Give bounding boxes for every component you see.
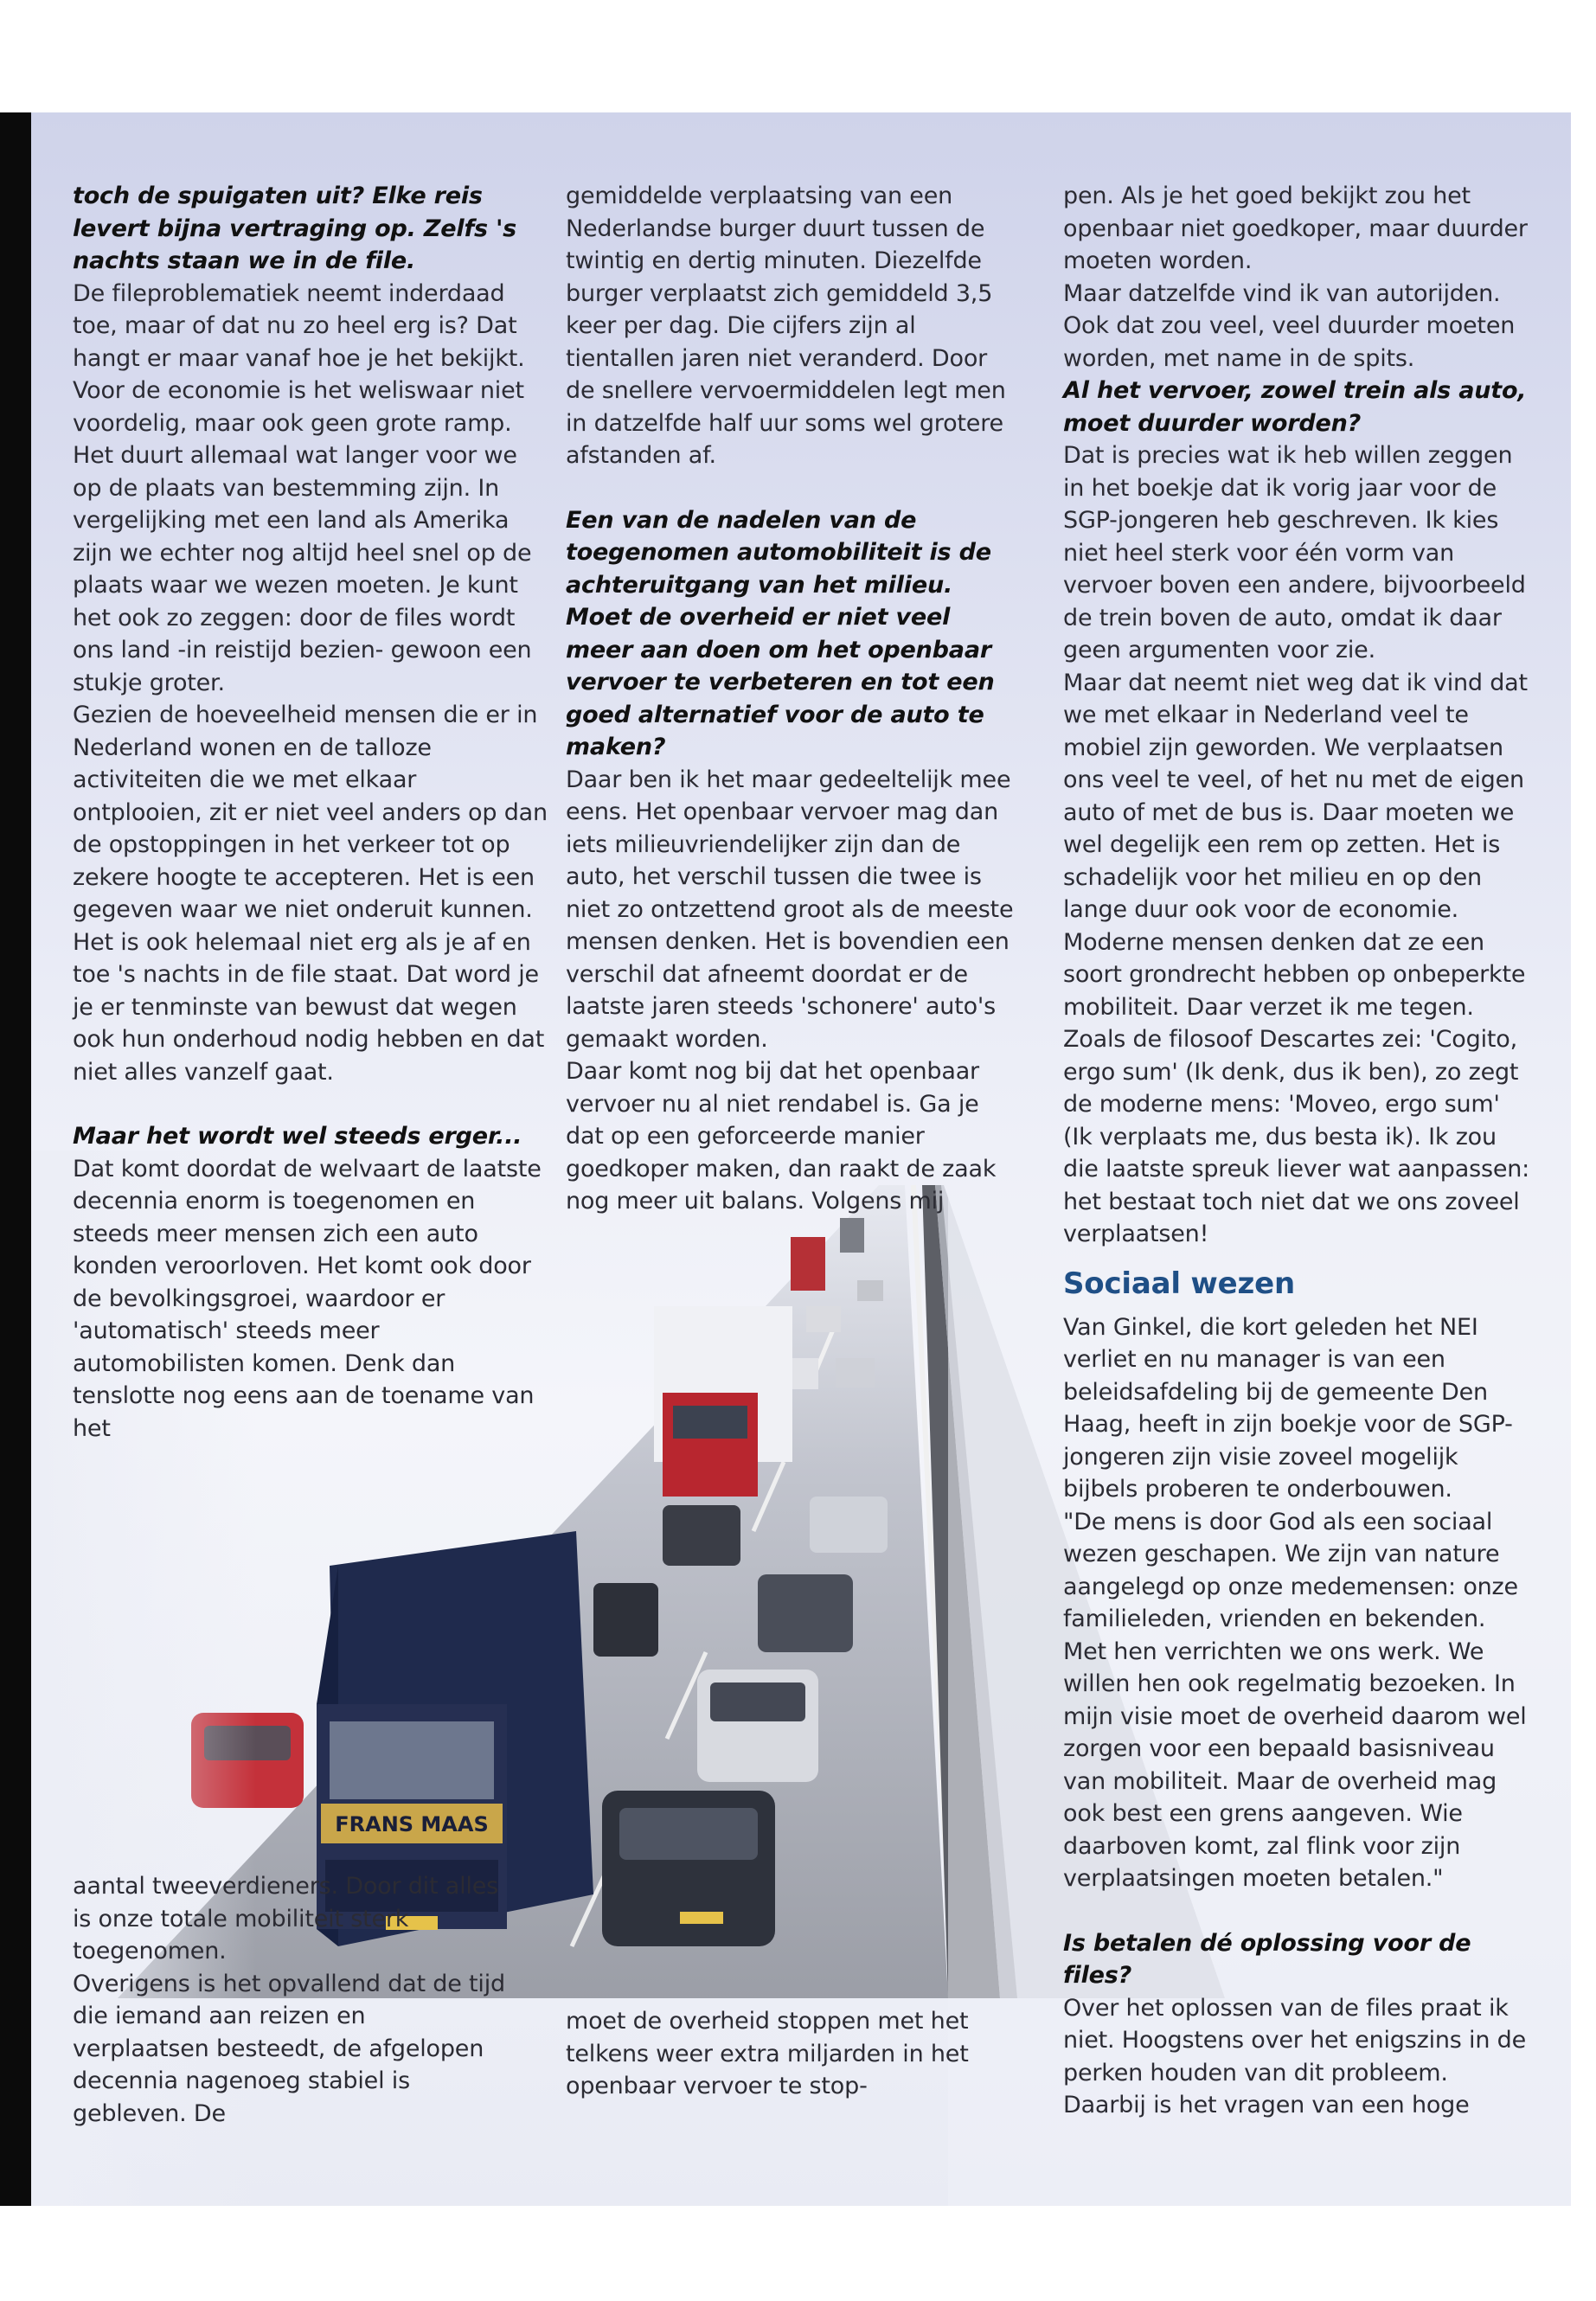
article-column-3 <box>1063 180 1530 2122</box>
paragraph: Dat komt doordat de welvaart de laatste decennia enorm is toegenomen en steeds meer mensen zich een auto konden veroorloven. Het komt ook door de bevolkingsgroei, waardoor er 'automatisch' steeds meer automobilisten komen. Denk dan tenslotte nog eens aan de toename van het <box>73 1155 542 1442</box>
paragraph: Daar ben ik het maar gedeeltelijk mee eens. Het openbaar vervoer mag dan iets milieuvriendelijker zijn dan de auto, het verschil tussen die twee is niet zo ontzettend groot als de meeste mensen denken. Het is bovendien een verschil dat afneemt doordat er de laatste jaren steeds 'schonere' auto's gemaakt worden. <box>566 766 1014 1053</box>
article-column-1 <box>73 180 550 1445</box>
paragraph: "De mens is door God als een sociaal wezen geschapen. We zijn van nature aangelegd op onze medemensen: onze familieleden, vrienden en bekenden. Met hen verrichten we ons werk. We willen hen ook regelmatig bezoeken. In mijn visie moet de overheid daarom wel zorgen voor een bepaald basisniveau van mobiliteit. Maar de overheid mag ook best een grens aangeven. Wie daarboven komt, zal flink voor zijn verplaatsingen moeten betalen." <box>1063 1508 1527 1892</box>
truck-sign: FRANS MAAS <box>335 1812 489 1836</box>
paragraph: De fileproblematiek neemt inderdaad toe, maar of dat nu zo heel erg is? Dat hangt er maar vanaf hoe je het bekijkt. Voor de economie is het weliswaar niet voordelig, maar ook geen grote ramp. Het duurt allemaal wat langer voor we op de plaats van bestemming zijn. In vergelijking met een land als Amerika zijn we echter nog altijd heel snel op de plaats waar we wezen moeten. Je kunt het ook zo zeggen: door de files wordt ons land -in reistijd bezien- gewoon een stukje groter. <box>73 279 532 696</box>
paragraph: Daar komt nog bij dat het openbaar vervoer nu al niet rendabel is. Ga je dat op een geforceerde manier goedkoper maken, dan raakt de zaak nog meer uit balans. Volgens mij <box>566 1058 997 1215</box>
paragraph: Het is ook helemaal niet erg als je af en toe 's nachts in de file staat. Dat word je je er tenminste van bewust dat wegen ook hun onderhoud nodig hebben en dat niet alles vanzelf gaat. <box>73 928 545 1086</box>
interview-question: Is betalen dé oplossing voor de files? <box>1063 1929 1471 1989</box>
paragraph: Gezien de hoeveelheid mensen die er in Nederland wonen en de talloze activiteiten die we met elkaar ontplooien, zit er niet veel anders op dan de opstoppingen in het verkeer tot op zekere hoogte te accepteren. Het is een gegeven waar we niet onderuit kunnen. <box>73 702 548 923</box>
lead-question: toch de spuigaten uit? Elke reis levert bijna vertraging op. Zelfs 's nachts staan we in de file. <box>73 183 517 274</box>
paragraph: pen. Als je het goed bekijkt zou het openbaar niet goedkoper, maar duurder moeten worden. <box>1063 183 1528 274</box>
interview-question: Een van de nadelen van de toegenomen automobiliteit is de achteruitgang van het milieu. Moet de overheid er niet veel meer aan doen om het openbaar vervoer te verbeteren en tot een goed alternatief voor de auto te maken? <box>566 506 995 760</box>
section-subheading: Sociaal wezen <box>1063 1266 1295 1301</box>
interview-question: Maar het wordt wel steeds erger... <box>73 1123 522 1150</box>
magazine-page <box>31 112 1571 2206</box>
paragraph: Maar dat neemt niet weg dat ik vind dat we met elkaar in Nederland veel te mobiel zijn geworden. We verplaatsen ons veel te veel, of het nu met de eigen auto of met de bus is. Daar moeten we wel degelijk een rem op zetten. Het is schadelijk voor het milieu en op den lange duur ook voor de economie. <box>1063 669 1528 923</box>
interview-question: Al het vervoer, zowel trein als auto, moet duurder worden? <box>1063 377 1527 437</box>
paragraph: Dat is precies wat ik heb willen zeggen in het boekje dat ik vorig jaar voor de SGP-jongeren heb geschreven. Ik kies niet heel sterk voor één vorm van vervoer boven een andere, bijvoorbeeld de trein boven de auto, omdat ik daar geen argumenten voor zie. <box>1063 442 1526 663</box>
scan-edge <box>0 112 31 2206</box>
paragraph: Moderne mensen denken dat ze een soort grondrecht hebben op onbeperkte mobiliteit. Daar verzet ik me tegen. Zoals de filosoof Descartes zei: 'Cogito, ergo sum' (Ik denk, dus ik ben), zo zegt de moderne mens: 'Moveo, ergo sum' (Ik verplaats me, dus besta ik). Ik zou die laatste spreuk liever wat aanpassen: het bestaat toch niet dat we ons zoveel verplaatsen! <box>1063 928 1530 1247</box>
scan-margin <box>0 2206 1596 2301</box>
paragraph: aantal tweeverdieners. Door dit alles is onze totale mobiliteit sterk toegenomen. <box>73 1873 498 1965</box>
paragraph: Over het oplossen van de files praat ik niet. Hoogstens over het enigszins in de perken houden van dit probleem. Daarbij is het vragen van een hoge <box>1063 1994 1526 2118</box>
article-column-2 <box>566 180 1016 1218</box>
paragraph: Van Ginkel, die kort geleden het NEI verliet en nu manager is van een beleidsafdeling bij de gemeente Den Haag, heeft in zijn boekje voor de SGP-jongeren zijn visie zoveel mogelijk bijbels proberen te onderbouwen. <box>1063 1313 1513 1503</box>
article-column-1-bottom <box>73 1870 505 2130</box>
paragraph: Overigens is het opvallend dat de tijd die iemand aan reizen en verplaatsen besteedt, de afgelopen decennia nagenoeg stabiel is gebleven. De <box>73 1970 505 2127</box>
paragraph: moet de overheid stoppen met het telkens weer extra miljarden in het openbaar vervoer te stop- <box>566 2008 969 2099</box>
paragraph: gemiddelde verplaatsing van een Nederlandse burger duurt tussen de twintig en dertig minuten. Diezelfde burger verplaatst zich gemiddeld 3,5 keer per dag. Die cijfers zijn al tientallen jaren niet veranderd. Door de snellere vervoermiddelen legt men in datzelfde half uur soms wel grotere afstanden af. <box>566 183 1006 469</box>
paragraph: Maar datzelfde vind ik van autorijden. Ook dat zou veel, veel duurder moeten worden, met name in de spits. <box>1063 279 1516 372</box>
article-column-2-bottom <box>566 2005 1016 2103</box>
